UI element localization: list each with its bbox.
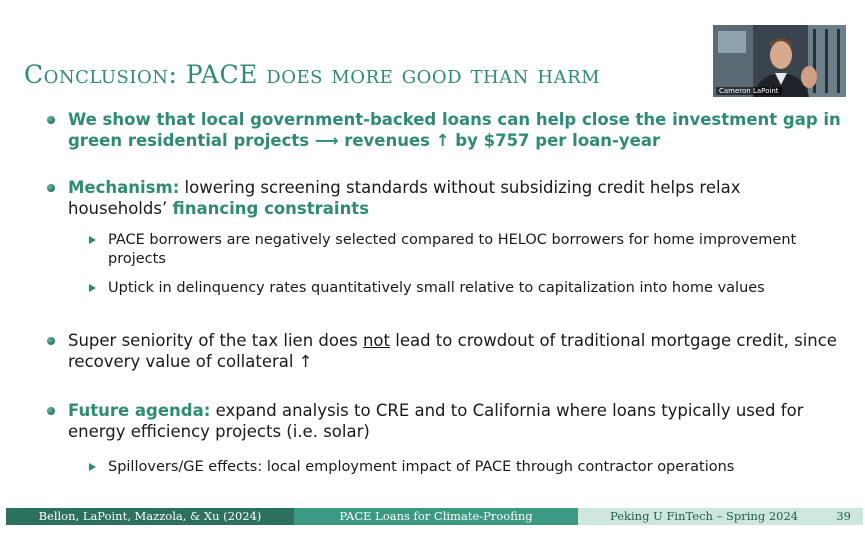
participant-video-tile[interactable] bbox=[713, 25, 846, 97]
footer-venue-block bbox=[578, 508, 863, 525]
mechanism-body: lowering screening standards without subsidizing credit helps relax households’ bbox=[68, 178, 741, 218]
mechanism-subitem: PACE borrowers are negatively selected compared to HELOC borrowers for home improvement projects bbox=[108, 232, 797, 267]
slide-title: Conclusion: PACE does more good than harm bbox=[24, 60, 601, 89]
page-number: 39 bbox=[836, 509, 851, 523]
mechanism-subitem: Uptick in delinquency rates quantitatively small relative to capitalization into home values bbox=[108, 280, 765, 296]
seniority-text-end: lead to crowdout of traditional mortgage credit, since recovery value of collateral ↑ bbox=[68, 331, 837, 371]
footer-talk-title: PACE Loans for Climate-Proofing bbox=[294, 508, 578, 525]
future-agenda-body: expand analysis to CRE and to California where loans typically used for energy efficiency projects (i.e. solar) bbox=[68, 401, 804, 441]
mechanism-item bbox=[68, 177, 843, 219]
footer-authors: Bellon, LaPoint, Mazzola, & Xu (2024) bbox=[6, 508, 294, 525]
subbullet-icon bbox=[89, 463, 96, 471]
bullet-icon bbox=[47, 184, 55, 192]
seniority-item bbox=[68, 330, 843, 372]
slide-footer bbox=[6, 508, 863, 525]
mechanism-emphasis: financing constraints bbox=[172, 199, 370, 218]
future-agenda-subitem: Spillovers/GE effects: local employment impact of PACE through contractor operations bbox=[108, 459, 735, 475]
subbullet-icon bbox=[89, 236, 96, 244]
future-agenda-heading: Future agenda: bbox=[68, 401, 211, 420]
bullet-icon bbox=[47, 407, 55, 415]
seniority-emphasis: not bbox=[362, 331, 390, 350]
participant-name-label: Cameron LaPoint bbox=[716, 87, 782, 95]
seniority-text-start: Super seniority of the tax lien does bbox=[68, 331, 363, 350]
future-agenda-item bbox=[68, 400, 843, 442]
mechanism-heading: Mechanism: bbox=[68, 178, 180, 197]
conclusion-item: We show that local government-backed loans can help close the investment gap in green residential projects ⟶ revenues ↑ by $757 per loan-year bbox=[68, 110, 841, 150]
bullet-icon bbox=[47, 337, 55, 345]
subbullet-icon bbox=[89, 284, 96, 292]
bullet-icon bbox=[47, 116, 55, 124]
footer-venue: Peking U FinTech – Spring 2024 bbox=[610, 509, 799, 523]
